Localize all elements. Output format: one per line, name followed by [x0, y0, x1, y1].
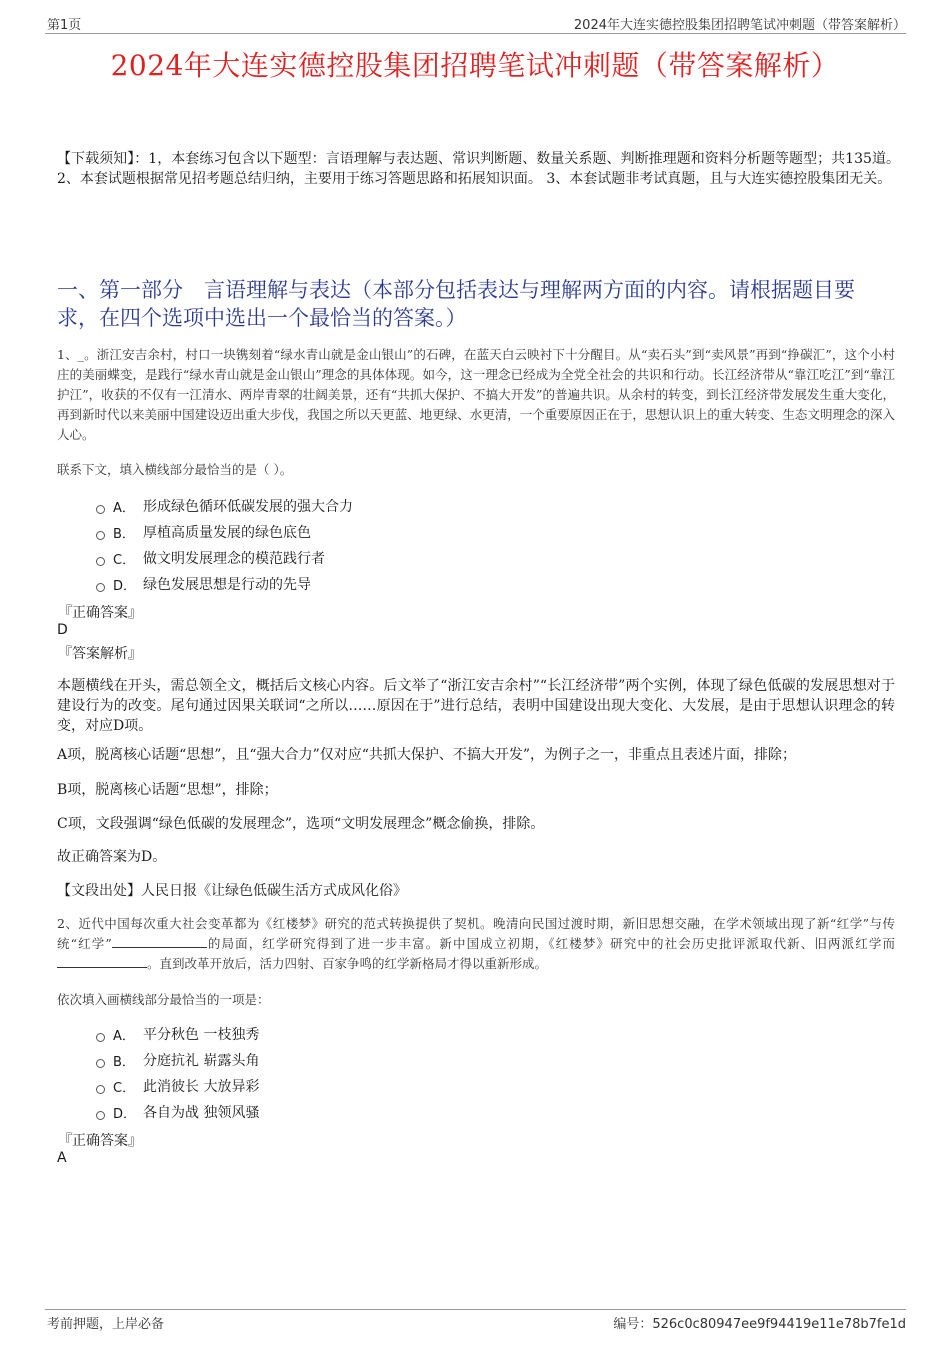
- radio-icon[interactable]: [96, 1111, 105, 1120]
- serial-code: 526c0c80947ee9f94419e11e78b7fe1d: [652, 1317, 906, 1332]
- page-number: 第1页: [47, 18, 82, 33]
- question-2-answer: A: [57, 1150, 67, 1166]
- question-1-analysis-p2: A项，脱离核心话题“思想”，且“强大合力”仅对应“共抓大保护、不搞大开发”，为例子之一，非重点且表述片面，排除；: [57, 747, 797, 763]
- question-1-analysis-p3: B项，脱离核心话题“思想”，排除；: [57, 782, 278, 798]
- radio-icon[interactable]: [96, 1085, 105, 1094]
- radio-icon[interactable]: [96, 1059, 105, 1068]
- radio-icon[interactable]: [96, 557, 105, 566]
- page-title: 2024年大连实德控股集团招聘笔试冲刺题（带答案解析）: [110, 49, 840, 82]
- question-1-answer: D: [57, 622, 68, 638]
- question-1-analysis-label: 『答案解析』: [58, 646, 142, 662]
- question-1-analysis-p4: C项，文段强调“绿色低碳的发展理念”，选项“文明发展理念”概念偷换，排除。: [57, 816, 545, 832]
- question-1-text: 1、_。浙江安吉余村，村口一块镌刻着“绿水青山就是金山银山”的石碑，在蓝天白云映衬下十分醒目。从“卖石头”到“卖风景”再到“挣碳汇”，这个小村庄的美丽蝶变，是践行“绿水青山就是金山银山”理念的具体体现。如今，这一理念已经成为全党全社会的共识和行动。长江经济带从“靠江吃江”到“靠江护江”，收获的不仅有一江清水、两岸青翠的壮阔美景，还有“共抓大保护、不搞大开发”的普遍共识。从余村的转变，到长江经济带发展发生重大变化，再到新时代以来美丽中国建设迈出重大步伐，我国之所以天更蓝、地更绿、水更清，一个重要原因正在于，思想认识上的重大转变、生态文明理念的深入人心。: [57, 347, 895, 442]
- question-2-options: [96, 1021, 259, 1125]
- question-2-answer-label: 『正确答案』: [58, 1133, 142, 1149]
- question-2-text: 2、近代中国每次重大社会变革都为《红楼梦》研究的范式转换提供了契机。晚清向民国过渡时期，新旧思想交融，在学术领域出现了新“红学”与传统“红学” 的局面，红学研究得到了进一步丰富。新中国成立初期，《红楼梦》研究中的社会历史批评派取代新、旧两派红学而。直到改革开放后，活力四射、百家争鸣的红学新格局才得以重新形成。: [57, 916, 896, 971]
- question-1-option-b[interactable]: B． 厚植高质量发展的绿色底色: [96, 519, 353, 545]
- question-1-options: [96, 493, 353, 597]
- question-1-prompt: 联系下文，填入横线部分最恰当的是（ ）。: [57, 462, 293, 477]
- header-doc-title: 2024年大连实德控股集团招聘笔试冲刺题（带答案解析）: [573, 18, 906, 33]
- question-1-source: 【文段出处】人民日报《让绿色低碳生活方式成风化俗》: [57, 883, 407, 899]
- header-divider: [45, 33, 906, 34]
- radio-icon[interactable]: [96, 531, 105, 540]
- footer-divider: [45, 1309, 906, 1310]
- radio-icon[interactable]: [96, 1033, 105, 1042]
- question-1-analysis-p1: 本题横线在开头，需总领全文，概括后文核心内容。后文举了“浙江安吉余村”“长江经济带”两个实例，体现了绿色低碳的发展思想对于建设行为的改变。尾句通过因果关联词“之所以……原因在于”进行总结，表明中国建设出现大变化、大发展，是由于思想认识理念的转变，对应D项。: [57, 678, 895, 734]
- radio-icon[interactable]: [96, 505, 105, 514]
- question-1-option-d[interactable]: D． 绿色发展思想是行动的先导: [96, 571, 353, 597]
- question-1-answer-label: 『正确答案』: [58, 605, 142, 621]
- question-2-option-a[interactable]: A． 平分秋色 一枝独秀: [96, 1021, 259, 1047]
- question-2-option-d[interactable]: D． 各自为战 独领风骚: [96, 1099, 259, 1125]
- question-1-option-c[interactable]: C． 做文明发展理念的模范践行者: [96, 545, 353, 571]
- question-1-option-a[interactable]: A． 形成绿色循环低碳发展的强大合力: [96, 493, 353, 519]
- radio-icon[interactable]: [96, 583, 105, 592]
- download-notice: 【下载须知】：1，本套练习包含以下题型：言语理解与表达题、常识判断题、数量关系题、判断推理题和资料分析题等题型；共135道。 2、本套试题根据常见招考题总结归纳，主要用于练习答题思路和拓展知识面。 3、本套试题非考试真题，且与大连实德控股集团无关。: [57, 151, 900, 187]
- section-title: 一、第一部分 言语理解与表达（本部分包括表达与理解两方面的内容。请根据题目要求，在四个选项中选出一个最恰当的答案。）: [57, 278, 855, 330]
- fill-blank-2: [57, 955, 147, 968]
- question-2-option-b[interactable]: B． 分庭抗礼 崭露头角: [96, 1047, 259, 1073]
- question-2-prompt: 依次填入画横线部分最恰当的一项是：: [57, 992, 270, 1007]
- question-2-option-c[interactable]: C． 此消彼长 大放异彩: [96, 1073, 259, 1099]
- fill-blank-1: [112, 935, 207, 948]
- footer-serial: 编号：526c0c80947ee9f94419e11e78b7fe1d: [613, 1317, 906, 1332]
- question-1-analysis-p5: 故正确答案为D。: [57, 849, 167, 865]
- footer-slogan: 考前押题，上岸必备: [47, 1317, 165, 1332]
